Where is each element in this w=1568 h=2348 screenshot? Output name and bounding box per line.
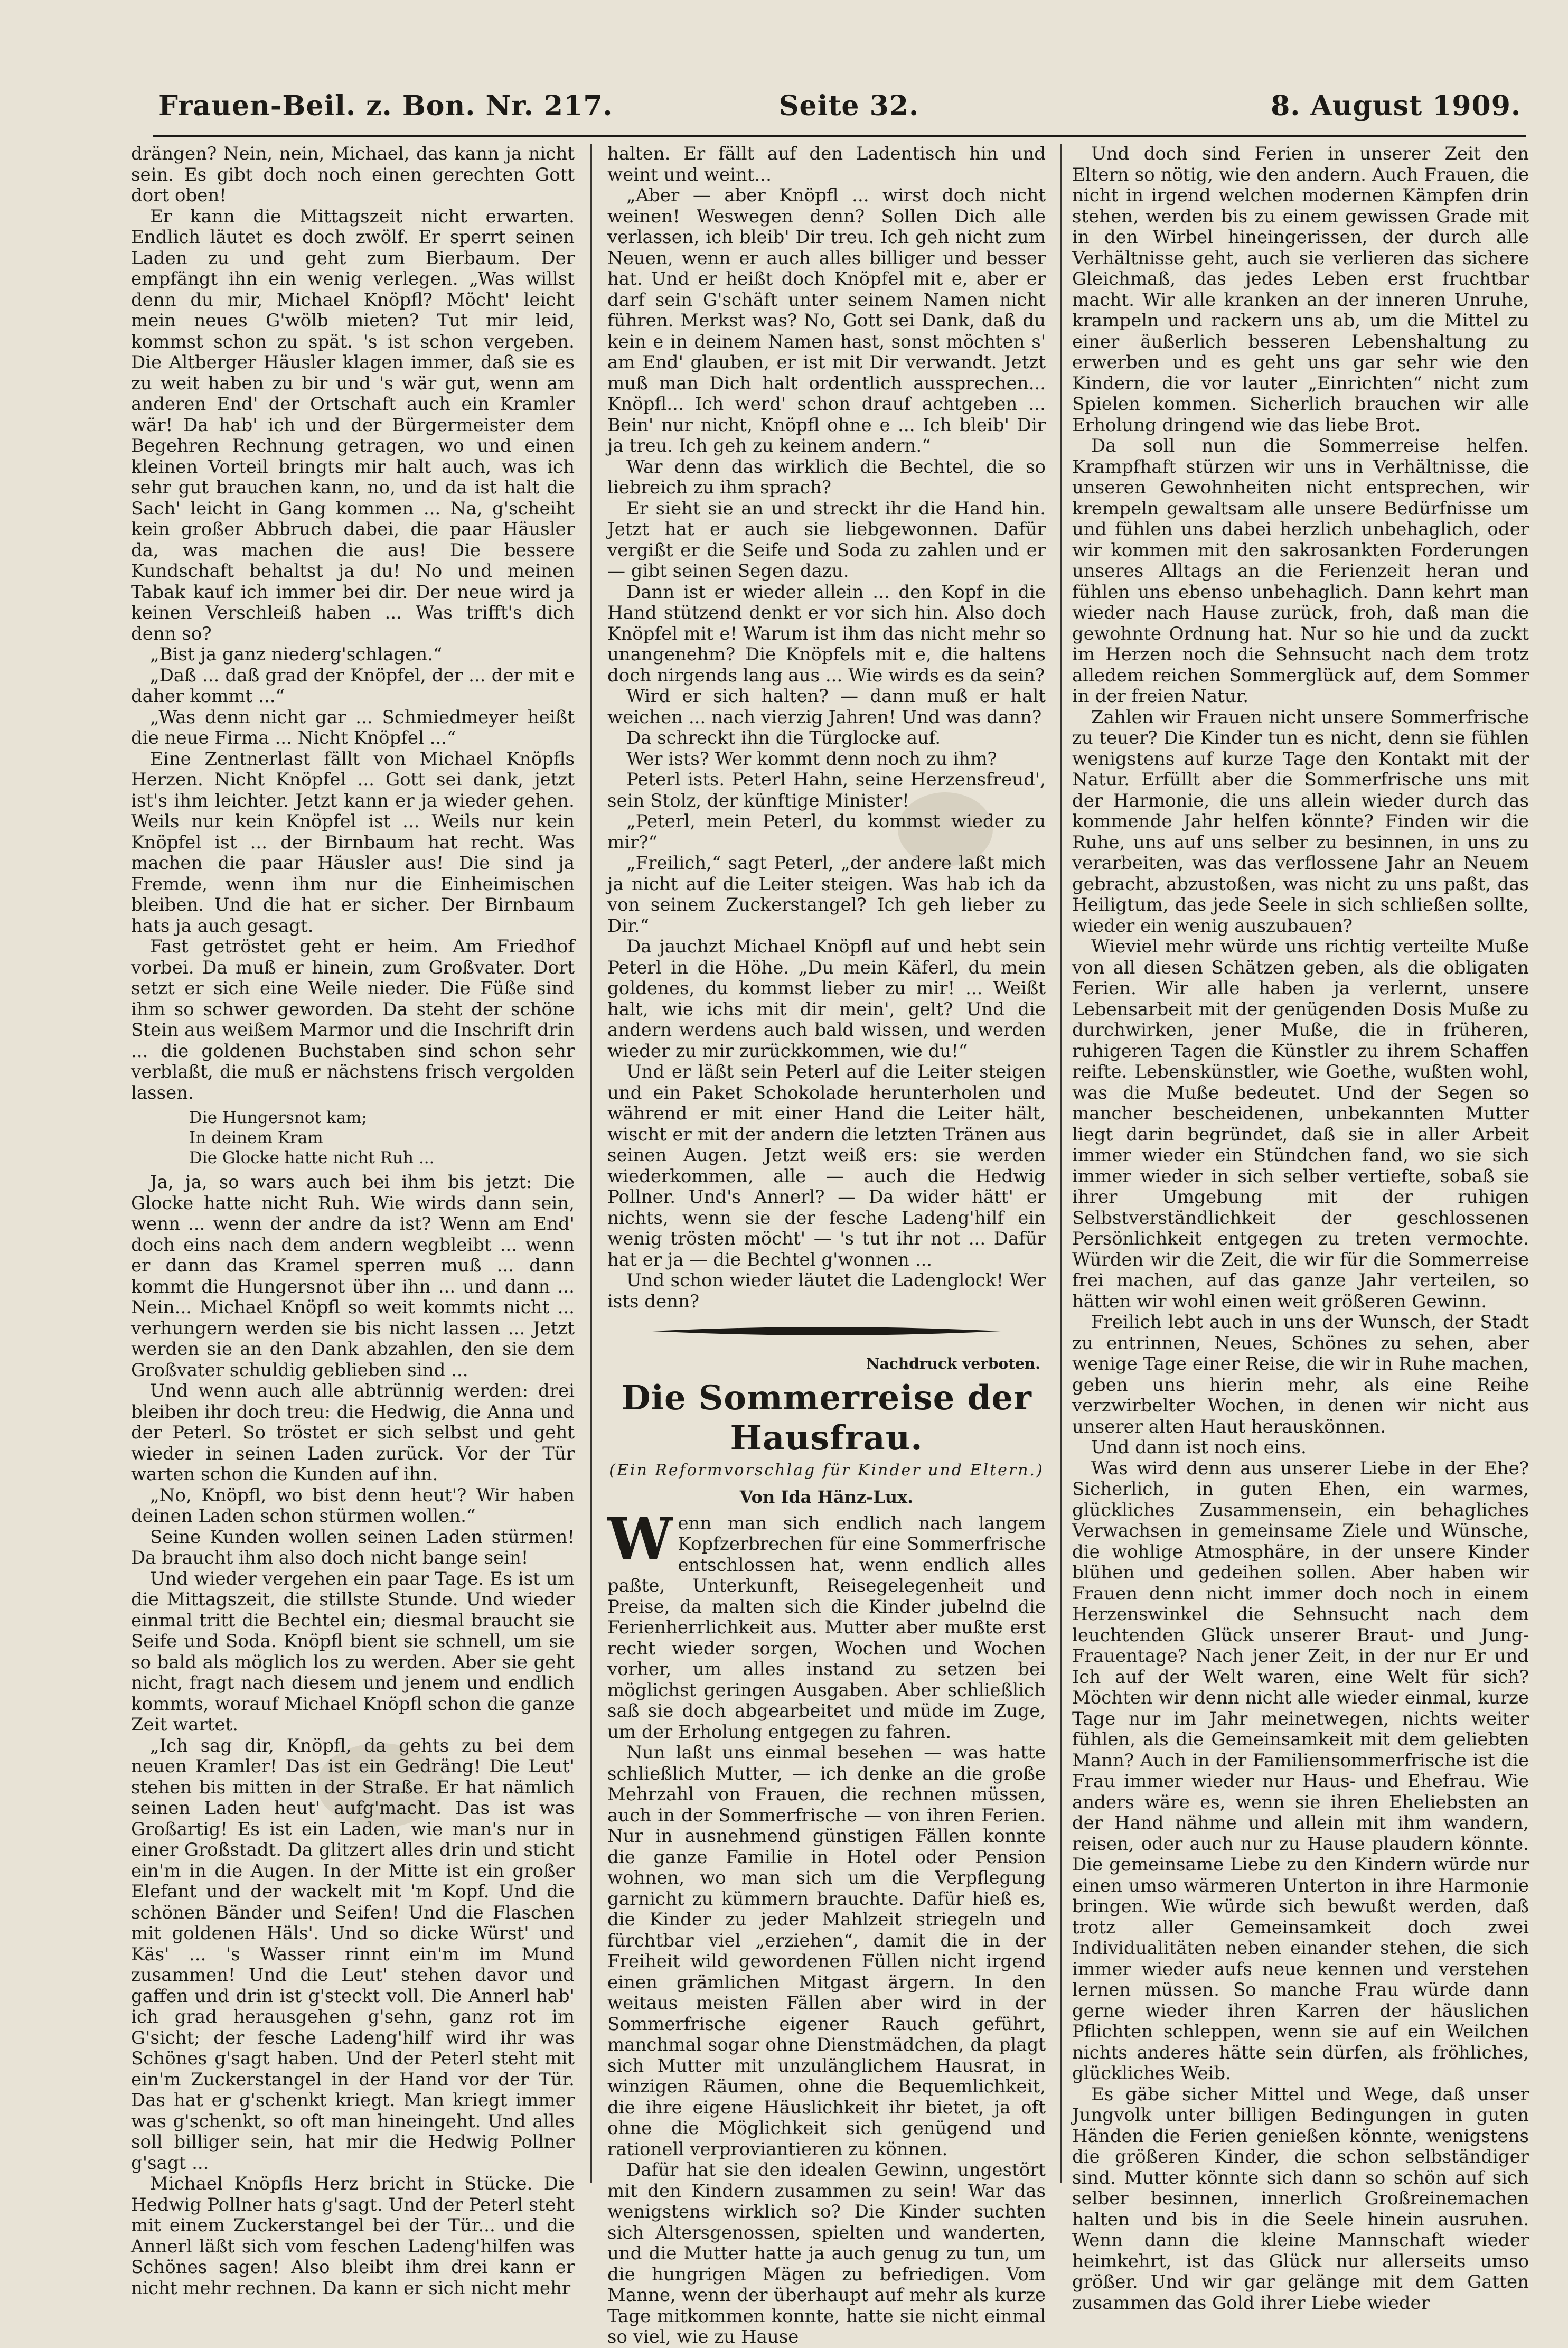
paragraph: Fast getröstet geht er heim. Am Friedhof vorbei. Da muß er hinein, zum Großvater. Dort setzt er sich eine Weile nieder. Die Füße sind ihm so schwer geworden. Da steht der schöne Stein aus weißem Marmor und die Inschrift drin ... die goldenen Buchstaben sind schon sehr verblaßt, die muß er nächstens frisch vergolden lassen. (131, 936, 575, 1103)
paragraph: Ja, ja, so wars auch bei ihm bis jetzt: Die Glocke hatte nicht Ruh. Wie wirds dann sein, wenn ... wenn der andre da ist? Wenn am End' doch eins nach dem andern wegbleibt ... wenn er dann das Kramel sperren muß ... dann kommt die Hungersnot über ihn ... und dann ... Nein... Michael Knöpfl so weit kommts nicht ... verhungern werden sie bis nicht lassen ... Jetzt werden sie an den Dank abzahlen, den sie dem Großvater schuldig geblieben sind ... (131, 1172, 575, 1381)
column-divider (590, 144, 592, 2183)
paragraph: Es gäbe sicher Mittel und Wege, daß unser Jungvolk unter billigen Bedingungen in guten Händen die Ferien genießen könnte, wenigstens die größeren Kinder, die schon selbständiger sind. Mutter könnte sich dann so schön auf sich selber besinnen, innerlich Großreinemachen halten und bis in die Seele hinein ausruhen. Wenn dann die kleine Mannschaft wieder heimkehrt, ist das Glück nur allerseits umso größer. Und wir gar gelänge mit dem Gatten zusammen das Gold ihrer Liebe wieder (1072, 2083, 1529, 2314)
paragraph: „Ich sag dir, Knöpfl, da gehts zu bei dem neuen Kramler! Das ist ein Gedräng! Die Leut' stehen bis mitten in der Straße. Er hat nämlich seinen Laden heut' aufg'macht. Das ist was Großartig! Es ist ein Laden, wie man's nur in einer Großstadt. Da glitzert alles drin und sticht ein'm in die Augen. In der Mitte ist ein großer Elefant und der wackelt mit 'm Kopf. Und die schönen Bänder und Seifen! Und die Flaschen mit goldenen Häls'. Und so dicke Würst' und Käs' ... 's Wasser rinnt ein'm im Mund zusammen! Und die Leut' stehen davor und gaffen und drin ist g'steckt voll. Die Annerl hab' ich grad herausgehen g'sehn, ganz rot im G'sicht; der fesche Ladeng'hilf wird ihr was Schönes g'sagt haben. Und der Peterl steht mit ein'm Zuckerstangel in der Hand vor der Tür. Das hat er g'schenkt kriegt. Man kriegt immer was g'schenkt, so oft man hineingeht. Und alles soll billiger sein, hat mir die Hedwig Pollner g'sagt ... (131, 1735, 575, 2174)
paragraph: „Bist ja ganz niederg'schlagen.“ (150, 644, 443, 665)
paragraph: Da jauchzt Michael Knöpfl auf und hebt sein Peterl in die Höhe. „Du mein Käferl, du mein goldenes, du kommst lieber zu mir! ... Weißt halt, wie ichs mit dir mein', gelt? Und die andern werdens auch bald wissen, und werden wieder zu mir zurückkommen, wie du!“ (607, 936, 1046, 1062)
paragraph: Wer ists? Wer kommt denn noch zu ihm? (626, 748, 997, 770)
paragraph: Nun laßt uns einmal besehen — was hatte schließlich Mutter, — ich denke an die große Mehrzahl von Frauen, die rechnen müssen, auch in der Sommerfrische — von ihren Ferien. Nur in ausnehmend günstigen Fällen konnte die ganze Familie in Hotel oder Pension wohnen, wo man sich um die Verpflegung garnicht zu kümmern brauchte. Dafür hieß es, die Kinder zu jeder Mahlzeit striegeln und fürchtbar viel „erziehen“, damit die in der Freiheit wild gewordenen Füllen nicht irgend einen grämlichen Mitgast ärgern. In den weitaus meisten Fällen aber wird in der Sommerfrische eigener Rauch geführt, manchmal sogar ohne Dienstmädchen, da plagt sich Mutter mit unzulänglichem Hausrat, in winzigen Räumen, ohne die Bequemlichkeit, die ihre eigene Häuslichkeit ihr bietet, ja oft ohne die Möglichkeit sich genügend und rationell verproviantieren zu können. (607, 1742, 1046, 2160)
reprint-notice: Nachdruck verboten. (866, 1354, 1040, 1372)
paragraph: „Was denn nicht gar ... Schmiedmeyer heißt die neue Firma ... Nicht Knöpfel ...“ (131, 706, 575, 749)
column-1 (131, 143, 575, 2299)
article-subtitle: (Ein Reformvorschlag für Kinder und Eltern.) (609, 1461, 1044, 1480)
paragraph: „No, Knöpfl, wo bist denn heut'? Wir haben deinen Laden schon stürmen wollen.“ (131, 1484, 575, 1527)
article-author: Von Ida Hänz-Lux. (739, 1487, 914, 1507)
drop-cap: W (607, 1504, 673, 1573)
header-date: 8. August 1909. (1271, 90, 1521, 122)
paragraph: Und dann ist noch eins. (1091, 1437, 1307, 1458)
paragraph: „Aber — aber Knöpfl ... wirst doch nicht weinen! Weswegen denn? Sollen Dich alle verlassen, ich bleib' Dir treu. Ich geh nicht zum Neuen, wenn er auch alles billiger und besser hat. Und er heißt doch Knöpfel mit e, aber er darf sein G'schäft unter seinem Namen nicht führen. Merkst was? No, Gott sei Dank, daß du kein e in deinem Namen hast, sonst möchten s' am End' glauben, er ist mit Dir verwandt. Jetzt muß man Dich halt ordentlich aussprechen... Knöpfl... Ich werd' schon drauf achtgeben ... Bein' nur nicht, Knöpfl ohne e ... Ich bleib' Dir ja treu. Ich geh zu keinem andern.“ (607, 185, 1046, 456)
paragraph-text: enn man sich endlich nach langem Kopfzerbrechen für eine Sommerfrische entschlossen hat, wenn endlich alles paßte, Unterkunft, Reisegelegenheit und Preise, da malten sich die Kinder jubelnd die Ferienherrlichkeit aus. Mutter aber mußte erst recht wieder sorgen, Wochen und Wochen vorher, um alles instand zu setzen bei möglichst geringen Ausgaben. Aber schließlich saß sie doch abgearbeitet und müde im Zuge, um der Erholung entgegen zu fahren. (607, 1512, 1046, 1743)
paragraph: Und er läßt sein Peterl auf die Leiter steigen und ein Paket Schokolade herunterholen und während er mit einer Hand die Leiter hält, wischt er mit der andern die letzten Tränen aus seinen Augen. Jetzt weiß ers: sie werden wiederkommen, alle — auch die Hedwig Pollner. Und's Annerl? — Da wider hätt' er nichts, wenn sie der fesche Ladeng'hilf ein wenig trösten möcht' — 's tut ihr not ... Dafür hat er ja — die Bechtel g'wonnen ... (607, 1061, 1046, 1270)
paragraph: Zahlen wir Frauen nicht unsere Sommerfrische zu teuer? Die Kinder tun es nicht, denn sie fühlen wenigstens auf kurze Tage den Kontakt mit der Natur. Erfüllt aber die Sommerfrische uns mit der Harmonie, die uns allein wieder durch das kommende Jahr helfen könnte? Finden wir die Ruhe, uns auf uns selber zu besinnen, in uns zu verarbeiten, was das verflossene Jahr an Neuem gebracht, abzustoßen, was nicht zu uns paßt, das Heiligtum, das jede Seele in sich schließen sollte, wieder ein wenig auszubauen? (1072, 706, 1529, 937)
paragraph: Und wenn auch alle abtrünnig werden: drei bleiben ihr doch treu: die Hedwig, die Anna und der Peterl. So tröstet er sich selbst und geht wieder in seinen Laden zurück. Vor der Tür warten schon die Kunden auf ihn. (131, 1380, 575, 1485)
paragraph: Eine Zentnerlast fällt von Michael Knöpfls Herzen. Nicht Knöpfel ... Gott sei dank, jetzt ist's ihm leichter. Jetzt kann er ja wieder gehen. Weils nur kein Knöpfel ist ... Weils nur kein Knöpfel ist ... der Birnbaum hat recht. Was machen die paar Häusler aus! Die sind ja Fremde, wenn ihm nur die Einheimischen bleiben. Und die hat er sicher. Der Birnbaum hats ja auch gesagt. (131, 748, 575, 937)
paragraph: Und wieder vergehen ein paar Tage. Es ist um die Mittagszeit, die stillste Stunde. Und wieder einmal tritt die Bechtel ein; diesmal braucht sie Seife und Soda. Knöpfl bient sie schnell, um sie so bald als möglich los zu werden. Aber sie geht nicht, fragt nach diesem und jenem und endlich kommts, worauf Michael Knöpfl schon die ganze Zeit wartet. (131, 1568, 575, 1735)
column-3 (1072, 143, 1529, 2314)
verse-line: In deinem Kram (189, 1128, 323, 1147)
article-first-paragraph (607, 1504, 1046, 1743)
column-divider (1060, 144, 1062, 2183)
paragraph: Und schon wieder läutet die Ladenglock! Wer ists denn? (607, 1270, 1046, 1312)
paragraph: Dafür hat sie den idealen Gewinn, ungestört mit den Kindern zusammen zu sein! War das wenigstens wirklich so? Die Kinder suchten sich Altersgenossen, spielten und wanderten, und die Mutter hatte ja auch genug zu tun, um die hungrigen Mägen zu befriedigen. Vom Manne, wenn der überhaupt auf mehr als kurze Tage mitkommen konnte, hatte sie nicht einmal so viel, wie zu Hause (607, 2159, 1046, 2347)
paragraph: Was wird denn aus unserer Liebe in der Ehe? Sicherlich, in guten Ehen, ein warmes, glückliches Zusammensein, ein behagliches Verwachsen in gemeinsame Ziele und Wünsche, die wohlige Atmosphäre, in der unsere Kinder blühen und gedeihen sollen. Aber haben wir Frauen denn nicht immer doch noch in einem Herzenswinkel die Sehnsucht nach dem leuchtenden Glück unserer Braut- und Jung-Frauentage? Nach jener Zeit, in der nur Er und Ich auf der Welt waren, eine Welt für sich? Möchten wir denn nicht alle wieder einmal, kurze Tage nur im Jahr meinetwegen, nichts weiter fühlen, als die Gemeinsamkeit mit dem geliebten Mann? Auch in der Familiensommerfrische ist die Frau immer wieder nur Haus- und Ehefrau. Wie anders wäre es, wenn sie ihren Eheliebsten an der Hand nähme und allein mit ihm wandern, reisen, oder auch nur zu Hause plaudern könnte. Die gemeinsame Liebe zu den Kindern würde nur einen umso wärmeren Unterton in ihre Harmonie bringen. Wie würde sich bewußt werden, daß trotz aller Gemeinsamkeit doch zwei Individualitäten neben einander stehen, die sich immer wieder aufs neue kennen und verstehen lernen müssen. So manche Frau würde dann gerne wieder ihren Karren der häuslichen Pflichten schleppen, wenn sie auf ein Weilchen nichts anderes hätte sein dürfen, als fröhliches, glückliches Weib. (1072, 1457, 1529, 2084)
verse-line: Die Glocke hatte nicht Ruh ... (189, 1148, 435, 1167)
paragraph: Peterl ists. Peterl Hahn, seine Herzensfreud', sein Stolz, der künftige Minister! (607, 769, 1046, 811)
paragraph: Er sieht sie an und streckt ihr die Hand hin. Jetzt hat er auch sie liebgewonnen. Dafür vergißt er die Seife und Soda zu zahlen und er — gibt seinen Segen dazu. (607, 498, 1046, 582)
paragraph: Seine Kunden wollen seinen Laden stürmen! Da braucht ihm also doch nicht bange sein! (131, 1526, 575, 1568)
verse (189, 1108, 575, 1168)
column-2 (607, 143, 1046, 2347)
header-publication: Frauen-Beil. z. Bon. Nr. 217. (158, 90, 613, 122)
paragraph: Wieviel mehr würde uns richtig verteilte Muße von all diesen Schätzen geben, als die obligaten Ferien. Wir alle haben ja verlernt, unsere Lebensarbeit mit der genügenden Dosis Muße zu durchwirken, jener Muße, die in früheren, ruhigeren Tagen die Künstler zu ihrem Schaffen reifte. Lebenskünstler, wie Goethe, wußten wohl, was die Muße bedeutet. Und der Segen so mancher bescheidenen, unbekannten Mutter liegt darin begründet, daß sie in aller Arbeit immer wieder ein Stündchen fand, wo sie sich immer wieder in sich selber vertiefte, sobaß sie ihrer Umgebung mit der ruhigen Selbstverständlichkeit der geschlossenen Persönlichkeit entgegen zu treten vermochte. Würden wir die Zeit, die wir für die Sommerreise frei machen, auf das ganze Jahr verteilen, so hätten wir wohl einen weit größeren Gewinn. (1072, 936, 1529, 1312)
paragraph: Dann ist er wieder allein ... den Kopf in die Hand stützend denkt er vor sich hin. Also doch Knöpfel mit e! Warum ist ihm das nicht mehr so unangenehm? Die Knöpfels mit e, die haltens doch nirgends lang aus ... Wie wirds es da sein? (607, 581, 1046, 686)
paragraph: Da schreckt ihn die Türglocke auf. (626, 727, 941, 749)
article-title: Die Sommerreise der Hausfrau. (621, 1378, 1032, 1458)
story-end-separator (607, 1322, 1046, 1343)
paragraph: Freilich lebt auch in uns der Wunsch, der Stadt zu entrinnen, Neues, Schönes zu sehen, aber wenige Tage einer Reise, die wir in Ruhe machen, geben uns hierin mehr, als eine Reihe verzwirbelter Wochen, in denen wir nicht aus unserer alten Haut herauskönnen. (1072, 1312, 1529, 1437)
paragraph: Wird er sich halten? — dann muß er halt weichen ... nach vierzig Jahren! Und was dann? (607, 686, 1046, 728)
paragraph: „Daß ... daß grad der Knöpfel, der ... der mit e daher kommt ...“ (131, 665, 575, 707)
paragraph: „Peterl, mein Peterl, du kommst wieder zu mir?“ (607, 811, 1046, 853)
header-page-number: Seite 32. (779, 90, 919, 122)
header-rule (153, 135, 1526, 137)
paragraph: War denn das wirklich die Bechtel, die so liebreich zu ihm sprach? (607, 456, 1046, 498)
paragraph: Er kann die Mittagszeit nicht erwarten. Endlich läutet es doch zwölf. Er sperrt seinen Laden zu und geht zum Bierbaum. Der empfängt ihn ein wenig verlegen. „Was willst denn du mir, Michael Knöpfl? Möcht' leicht mein neues G'wölb mieten? Tut mir leid, kommst schon zu spät. 's ist schon vergeben. Die Altberger Häusler klagen immer, daß sie es zu weit haben zu bir und 's wär gut, wenn am anderen End' der Ortschaft auch ein Kramler wär! Da hab' ich und der Bürgermeister dem Begehren Rechnung getragen, wo und einen kleinen Vorteil bringts mir halt auch, was ich sehr gut brauchen kann, no, und da ist halt die Sach' leicht in Gang kommen ... Na, g'scheiht kein großer Abbruch dabei, die paar Häusler da, was machen die aus! Die bessere Kundschaft behaltst ja du! No und meinen Tabak kauf ich immer bei dir. Der neue wird ja keinen Verschleiß haben ... Was trifft's dich denn so? (131, 205, 575, 644)
paragraph: „Freilich,“ sagt Peterl, „der andere laßt mich ja nicht auf die Leiter steigen. Was hab ich da von seinem Zuckerstangel? Ich geh lieber zu Dir.“ (607, 853, 1046, 937)
paragraph: Und doch sind Ferien in unserer Zeit den Eltern so nötig, wie den andern. Auch Frauen, die nicht in irgend welchen modernen Kämpfen drin stehen, werden bis zu einem gewissen Grade mit in den Wirbel hineingerissen, der durch alle Verhältnisse geht, auch sie verlieren das sichere Gleichmaß, das jedes Leben erst fruchtbar macht. Wir alle kranken an der inneren Unruhe, krampeln und rackern uns ab, um die Mittel zu einer äußerlich besseren Lebenshaltung zu erwerben und es geht uns gar sehr wie den Kindern, die vor lauter „Einrichten“ nicht zum Spielen kommen. Sicherlich brauchen wir alle Erholung dringend wie das liebe Brot. (1072, 143, 1529, 436)
paragraph: Da soll nun die Sommerreise helfen. Krampfhaft stürzen wir uns in Verhältnisse, die unseren Gewohnheiten nicht entsprechen, wir krempeln gewaltsam alle unsere Bedürfnisse um und fühlen uns dabei herzlich unbehaglich, oder wir kommen mit den sakrosankten Forderungen unseres Alltags an die Ferienzeit heran und fühlen uns ebenso unbehaglich. Dann kehrt man wieder nach Hause zurück, froh, daß man die gewohnte Ordnung hat. Nur so hie und da zuckt im Herzen noch die Sehnsucht nach dem trotz alledem reichen Sommerglück auf, dem Sommer in der freien Natur. (1072, 435, 1529, 707)
paragraph: Michael Knöpfls Herz bricht in Stücke. Die Hedwig Pollner hats g'sagt. Und der Peterl steht mit einem Zuckerstangel bei der Tür... und die Annerl läßt sich vom feschen Ladeng'hilfen was Schönes sagen! Also bleibt ihm drei kann er nicht mehr rechnen. Da kann er sich nicht mehr (131, 2173, 575, 2299)
page-header (158, 90, 1521, 132)
paragraph: halten. Er fällt auf den Ladentisch hin und weint und weint... (607, 143, 1046, 185)
paragraph: drängen? Nein, nein, Michael, das kann ja nicht sein. Es gibt doch noch einen gerechten Gott dort oben! (131, 143, 575, 206)
verse-line: Die Hungersnot kam; (189, 1108, 367, 1127)
